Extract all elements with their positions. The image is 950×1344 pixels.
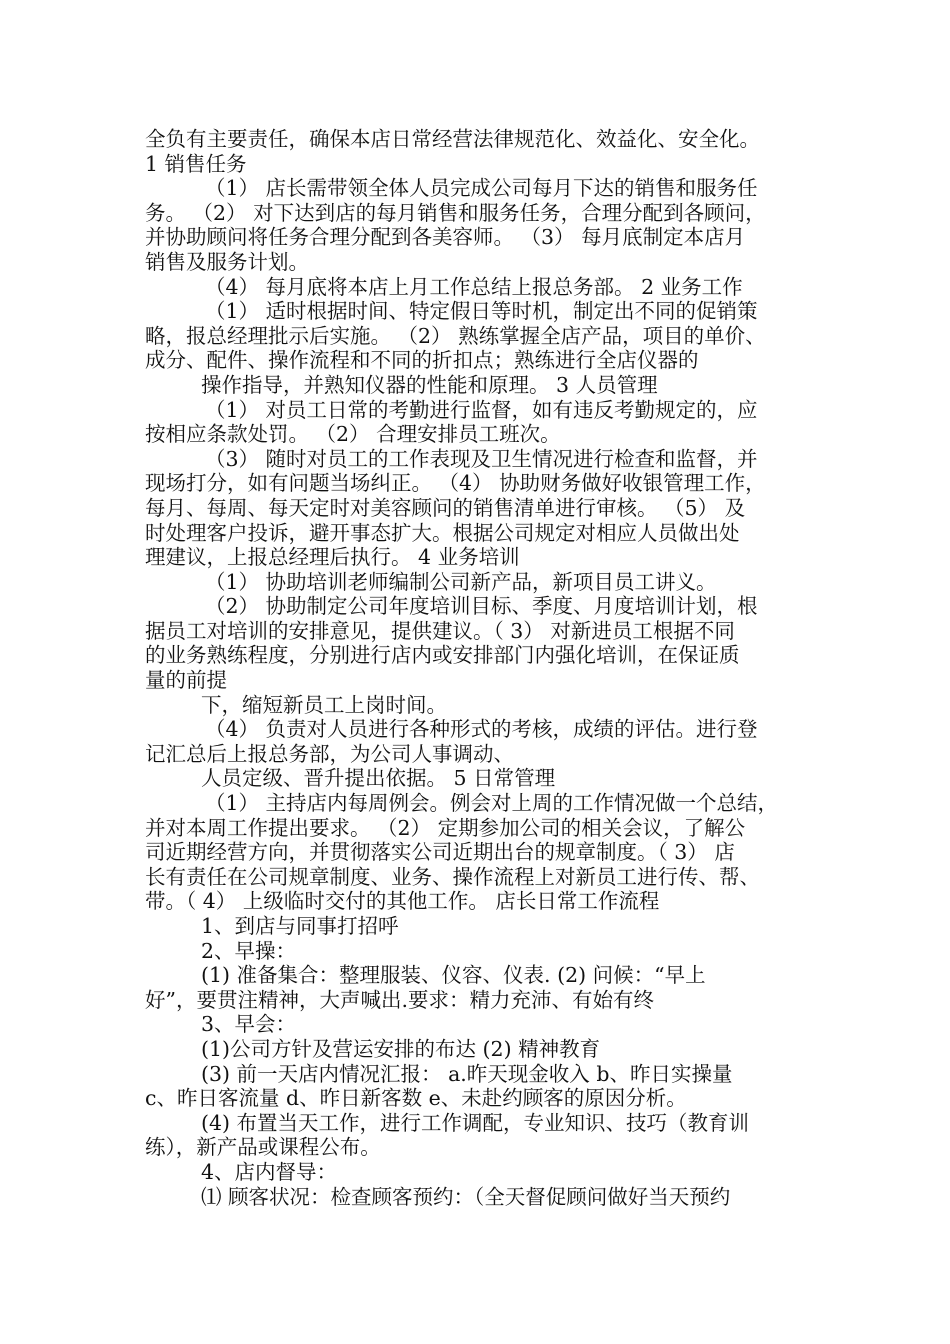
text-line: 1、到店与同事打招呼 <box>201 914 399 938</box>
text-line: （4） 负责对人员进行各种形式的考核，成绩的评估。进行登 <box>205 717 758 742</box>
text-line: （4） 每月底将本店上月工作总结上报总务部。 2 业务工作 <box>205 274 743 299</box>
text-line: (1) 准备集合：整理服装、仪容、仪表. (2) 问候：“早上 <box>201 963 706 988</box>
text-line: ⑴ 顾客状况：检查顾客预约：（全天督促顾问做好当天预约 <box>201 1184 731 1209</box>
document-body <box>145 127 825 1209</box>
text-line: 好”，要贯注精神，大声喊出.要求：精力充沛、有始有终 <box>145 987 654 1012</box>
text-line: 2、早操： <box>201 938 297 963</box>
text-line: (4) 布置当天工作，进行工作调配，专业知识、技巧（教育训 <box>201 1110 750 1135</box>
text-line: （1） 适时根据时间、特定假日等时机，制定出不同的促销策 <box>205 299 758 324</box>
text-line: 操作指导，并熟知仪器的性能和原理。 3 人员管理 <box>201 372 658 397</box>
text-line: 的业务熟练程度，分别进行店内或安排部门内强化培训，在保证质 <box>145 643 740 668</box>
text-line: c、昨日客流量 d、昨日新客数 e、未赴约顾客的原因分析。 <box>145 1086 687 1111</box>
text-line: 略，报总经理批示后实施。 （2） 熟练掌握全店产品，项目的单价、 <box>145 323 766 348</box>
text-line: （1） 主持店内每周例会。例会对上周的工作情况做一个总结， <box>205 791 779 816</box>
text-line: 每月、每周、每天定时对美容顾问的销售清单进行审核。 （5） 及 <box>145 495 746 520</box>
text-line: 4、店内督导： <box>201 1159 338 1184</box>
text-line: （1） 店长需带领全体人员完成公司每月下达的销售和服务任 <box>205 176 758 201</box>
text-line: 记汇总后上报总务部，为公司人事调动、 <box>145 741 514 766</box>
text-line: (1)公司方针及营运安排的布达 (2) 精神教育 <box>201 1036 601 1061</box>
text-line: 下，缩短新员工上岗时间。 <box>201 692 447 717</box>
text-line: 成分、配件、操作流程和不同的折扣点；熟练进行全店仪器的 <box>145 348 699 373</box>
text-line: 并对本周工作提出要求。 （2） 定期参加公司的相关会议，了解公 <box>145 815 746 840</box>
text-line: 3、早会： <box>201 1012 297 1037</box>
text-line: 理建议，上报总经理后执行。 4 业务培训 <box>145 545 520 570</box>
text-line: 现场打分，如有问题当场纠正。 （4） 协助财务做好收银管理工作， <box>145 471 766 496</box>
text-line: 据员工对培训的安排意见，提供建议。（ 3） 对新进员工根据不同 <box>145 618 735 643</box>
text-line: （1） 对员工日常的考勤进行监督，如有违反考勤规定的，应 <box>205 397 758 422</box>
text-line: （3） 随时对员工的工作表现及卫生情况进行检查和监督，并 <box>205 446 758 471</box>
text-line: 练），新产品或课程公布。 <box>145 1135 381 1160</box>
text-line: 长有责任在公司规章制度、业务、操作流程上对新员工进行传、帮、 <box>145 864 760 889</box>
text-line: 带。（ 4） 上级临时交付的其他工作。 店长日常工作流程 <box>145 889 660 914</box>
text-line: （1） 协助培训老师编制公司新产品，新项目员工讲义。 <box>205 569 717 594</box>
text-line: 销售及服务计划。 <box>145 249 309 274</box>
text-line: 量的前提 <box>145 668 227 693</box>
text-line: 人员定级、晋升提出依据。 5 日常管理 <box>201 766 556 791</box>
text-line: 1 销售任务 <box>145 151 247 176</box>
text-line: 司近期经营方向，并贯彻落实公司近期出台的规章制度。（ 3） 店 <box>145 840 735 865</box>
text-line: （2） 协助制定公司年度培训目标、季度、月度培训计划，根 <box>205 594 758 619</box>
text-line: 全负有主要责任，确保本店日常经营法律规范化、效益化、安全化。 <box>145 127 760 151</box>
text-line: 按相应条款处罚。 （2） 合理安排员工班次。 <box>145 422 561 447</box>
text-line: 务。 （2） 对下达到店的每月销售和服务任务，合理分配到各顾问， <box>145 200 766 225</box>
text-line: (3) 前一天店内情况汇报： a.昨天现金收入 b、昨日实操量 <box>201 1061 733 1086</box>
text-line: 时处理客户投诉，避开事态扩大。根据公司规定对相应人员做出处 <box>145 520 740 545</box>
text-line: 并协助顾问将任务合理分配到各美容师。 （3） 每月底制定本店月 <box>145 225 746 250</box>
